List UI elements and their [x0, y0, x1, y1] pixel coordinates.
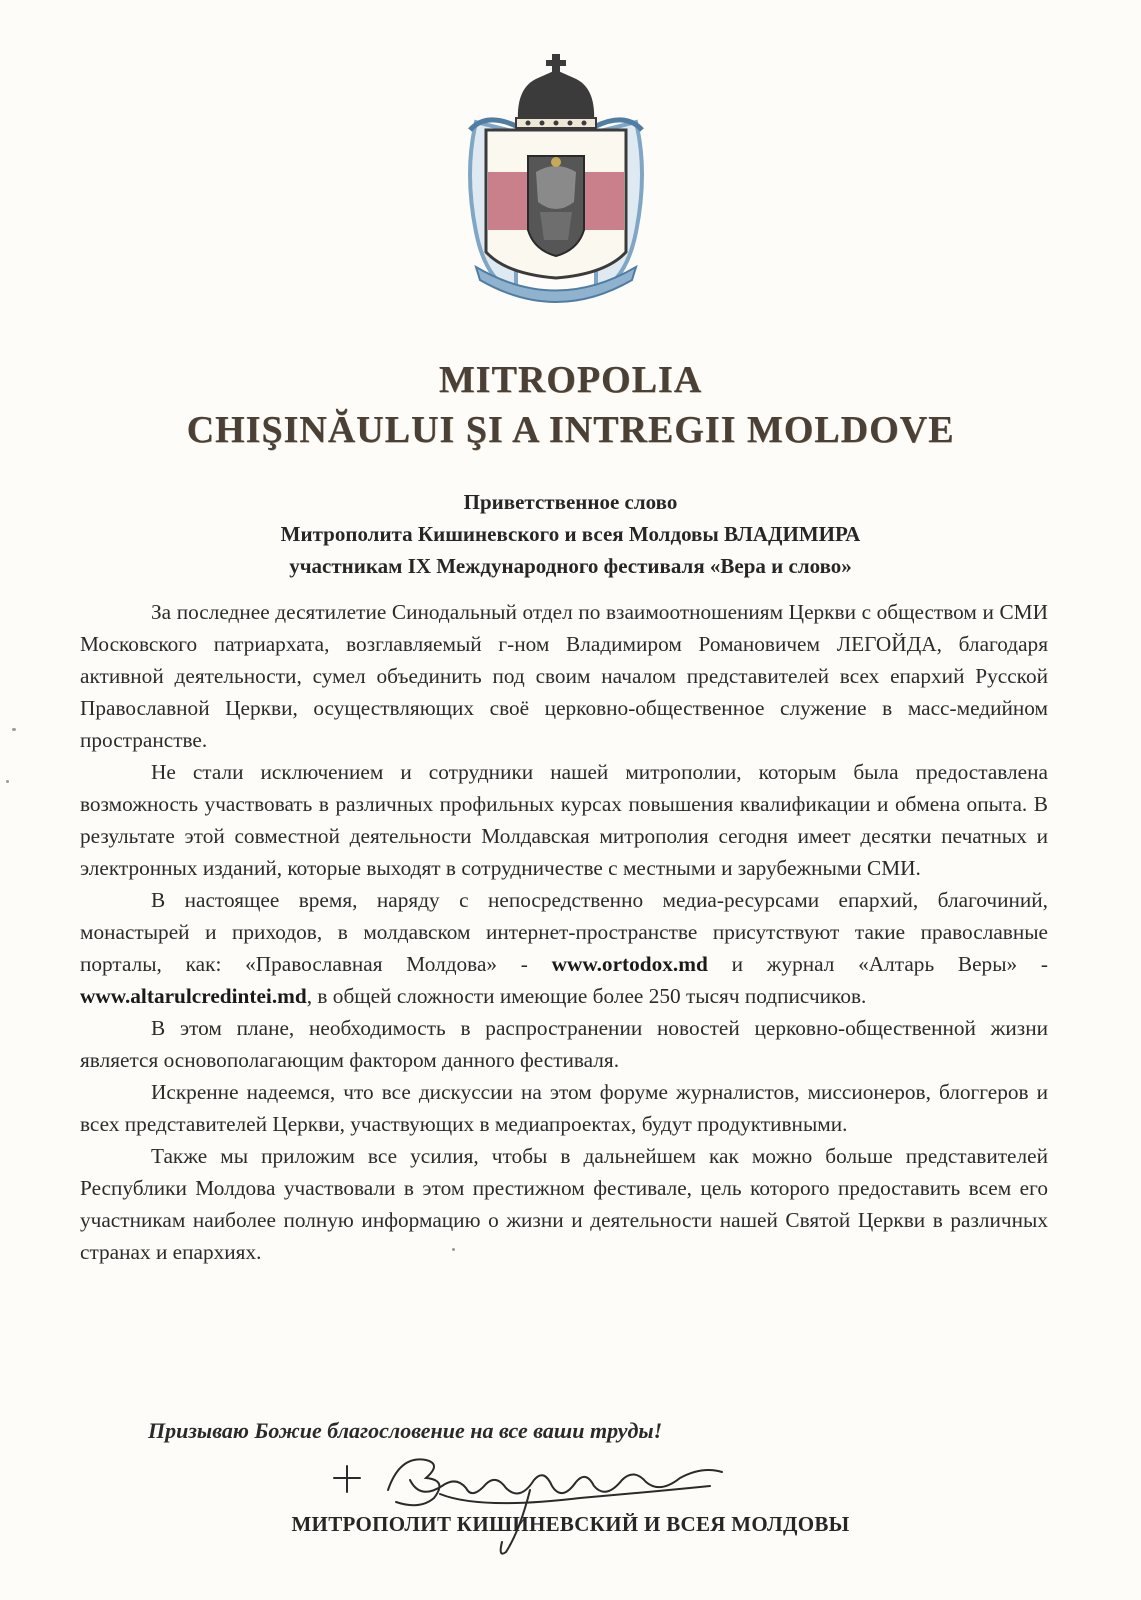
- paragraph-6: Также мы приложим все усилия, чтобы в дальнейшем как можно больше представителей Республики Молдова участвовали в этом престижном фестивале, цель которого предоставить всем его участникам наиболее полную информацию о жизни и деятельности нашей Святой Церкви в различных странах и епархиях.: [80, 1144, 1048, 1264]
- letter-body: [80, 596, 1048, 1268]
- scan-speck: [452, 1248, 455, 1251]
- scan-speck: [6, 780, 9, 783]
- paragraph-2: Не стали исключением и сотрудники нашей митрополии, которым была предоставлена возможность участвовать в различных профильных курсах повышения квалификации и обмена опыта. В результате этой совместной деятельности Молдавская митрополия сегодня имеет десятки печатных и электронных изданий, которые выходят в сотрудничестве с местными и зарубежными СМИ.: [80, 760, 1048, 880]
- paragraph-3-text-c: , в общей сложности имеющие более 250 тысяч подписчиков.: [306, 984, 867, 1008]
- signatory-title: МИТРОПОЛИТ КИШИНЕВСКИЙ И ВСЕЯ МОЛДОВЫ: [291, 1512, 850, 1536]
- greeting-title: Приветственное слово: [463, 490, 678, 514]
- paragraph-1: За последнее десятилетие Синодальный отдел по взаимоотношениям Церкви с обществом и СМИ Московского патриархата, возглавляемый г-ном Владимиром Романовичем ЛЕГОЙДА, благодаря активной деятельности, сумел объединить под своим началом представителей всех епархий Русской Православной Церкви, осуществляющих своё церковно-общественное служение в масс-медийном пространстве.: [80, 600, 1048, 752]
- greeting-addressees: участникам IX Международного фестиваля «Вера и слово»: [289, 554, 852, 578]
- coat-of-arms-emblem: [456, 52, 656, 307]
- paragraph-3-text-b: и журнал «Алтарь Веры» -: [707, 952, 1048, 976]
- closing-blessing: Призываю Божие благословение на все ваши труды!: [148, 1418, 663, 1443]
- ortodox-website-link: www.ortodox.md: [551, 952, 708, 976]
- handwritten-signature: [330, 1450, 730, 1560]
- greeting-author: Митрополита Кишиневского и всея Молдовы ВЛАДИМИРА: [280, 522, 861, 546]
- scan-speck: [12, 728, 16, 731]
- paragraph-3-text-a: В настоящее время, наряду с непосредственно медиа-ресурсами епархий, благочиний, монастырей и приходов, в молдавском интернет-пространстве присутствуют такие православные порталы, как: «Православная Молдова» -: [80, 888, 1048, 976]
- paragraph-4: В этом плане, необходимость в распространении новостей церковно-общественной жизни является основополагающим фактором данного фестиваля.: [80, 1016, 1048, 1072]
- organization-name-line1: MITROPOLIA: [438, 359, 703, 401]
- organization-name-line2: CHIŞINĂULUI ŞI A INTREGII MOLDOVE: [186, 409, 955, 451]
- paragraph-5: Искренне надеемся, что все дискуссии на этом форуме журналистов, миссионеров, блоггеров и всех представителей Церкви, участвующих в медиапроектах, будут продуктивными.: [80, 1080, 1048, 1136]
- paragraph-3: [80, 884, 1048, 1012]
- altarul-credintei-website-link: www.altarulcredintei.md: [80, 984, 307, 1008]
